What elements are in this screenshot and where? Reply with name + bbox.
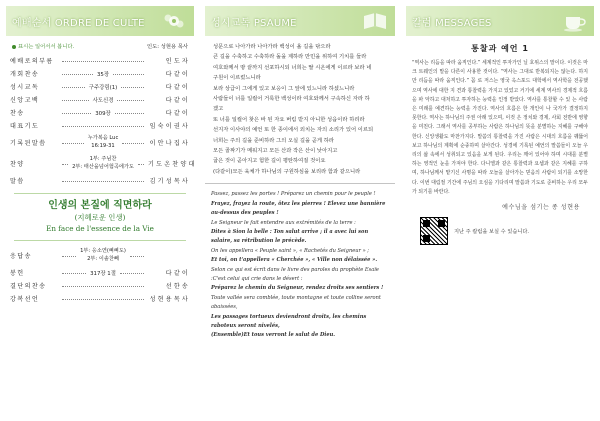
order-item-leader: 임숙이권사 — [149, 123, 190, 130]
order-item-leader: 선한송 — [165, 283, 190, 290]
sermon-title-box — [14, 193, 186, 241]
order-item-label: 봉헌 — [10, 270, 25, 277]
order-item-leader: 다같이 — [165, 270, 191, 277]
order-row — [6, 279, 194, 292]
order-item-detail: 1부: 응소연(삐삐도) 2부: 이솔찬빼 — [80, 248, 126, 262]
order-row — [6, 174, 194, 187]
psalm-header-title: 성시교독 PSAUME — [211, 18, 297, 29]
dotted-leader — [62, 99, 89, 101]
dotted-leader — [121, 86, 144, 88]
psalm-line: 사람들이 너를 일컬어 거룩한 백성이라 여호와께서 구속하신 자라 하 — [213, 96, 370, 103]
message-header-title: 칼럼 MESSAGES — [412, 18, 492, 29]
dotted-leader — [62, 112, 91, 114]
order-header-title: 예배순서 ORDRE DE CULTE — [12, 18, 145, 29]
order-item-label: 개회찬송 — [10, 71, 40, 78]
standing-note: 표시는 일어서서 봅니다. — [12, 42, 74, 50]
psalm-line: 또 너를 일컬어 찾은 바 된 자요 버림 받지 아니한 성읍이라 하리라 — [213, 116, 365, 123]
sermon-title: 인생의 본질에 직면하라 — [48, 200, 152, 211]
order-item-leader: 다같이 — [165, 71, 191, 78]
message-body: “역사는 리듬을 따라 움직인다.” 세계적인 투자가인 닐 호위스의 말이다. 이것은 마크 트웨인의 말을 다른이 사용한 것이다. “역사는 그대로 반복되지는 않는다. 하지만 리듬을 따라 움직인다.” 꼼 로 저스는 영국 옥스포드 대학에서 역사학을 전공했으며 역사에 대한 지 견과 통찰력을 가지고 있었고 거기에 세계 역사의 경제적 흐름을 파 악하고 대처하고 투자하는 능력을 인정 받았다. 역사를 통찰할 수 있 는 사람은 미래를 예견하는 능력을 가진다. 역사의 흐름은 한 개인이 나 국가가 결정하지 못한다. 역사는 하나님의 주권 아래 있으며, 이것 은 정치와 경제, 사회 전반에 영향을 미친다. 그래서 역사를 공부하는 사람은 하나님의 뜻을 분별하는 지혜를 구해야 한다. 신앙생활도 마찬가지다. 말씀의 통찰력을 가진 사람은 시대의 흐름을 꿰뚫어 보고 하나님의 계획에 순종하며 살아간다. 성경에 기록된 예언의 말씀들이 오늘 우리의 삶 속에서 성취되고 있음을 보게 된다. 우리는 깨어 있어야 하며 시대를 분별하는 영적인 눈을 가져야 한다. 다니엘과 같은 통찰력과 요셉과 같은 지혜를 구하며, 하나님께서 맡기신 사명을 따라 오늘을 살아가는 믿음의 사람이 되기를 소망한다. 이번 대림절 기간에 주님의 오심을 기다리며 말씀과 기도로 준비하는 우리 모두가 되기를 바란다. — [412, 60, 588, 195]
order-item-label: 말씀 — [10, 178, 25, 185]
dotted-leader — [120, 272, 144, 274]
order-item-label: 강복선언 — [10, 296, 40, 303]
order-item-label: 응답송 — [10, 253, 32, 260]
order-item-label: 찬양 — [10, 161, 25, 168]
order-row — [6, 93, 194, 106]
bullet-icon — [12, 45, 16, 49]
message-signature: 예수님을 섬기는 종 성현용 — [502, 204, 580, 212]
message-header — [406, 6, 594, 36]
psalm-french-line: (Ensemble)Et tous verront le salut de Dieu. — [211, 332, 336, 339]
dotted-leader — [115, 112, 144, 114]
psalm-korean-text — [205, 36, 395, 177]
order-item-leader: 다같이 — [165, 97, 190, 104]
dotted-leader — [62, 86, 85, 88]
dotted-leader — [62, 255, 76, 257]
order-row — [6, 67, 194, 80]
psalm-french-line: On les appellera « Peuple saint », « Rachetés du Seigneur » ; — [211, 247, 370, 254]
psalm-line: 큰 길을 수축하고 수축하라 돌을 제하라 만민을 위하여 기치를 들라 — [213, 54, 367, 61]
psalm-line: (다같이)모든 육체가 하나님의 구원하심을 보리라 함과 같으니라 — [213, 168, 361, 175]
order-item-label: 결단의찬송 — [10, 283, 47, 290]
order-item-leader: 다같이 — [165, 84, 190, 91]
order-header — [6, 6, 194, 36]
psalm-french-line: Le Seigneur le fait entendre aux extrémités de la terre : — [211, 219, 356, 226]
psalm-french-line: Les passages tortueux deviendront droits, les chemins raboteux seront nivelés, — [211, 313, 367, 329]
psalm-line: 선지자 이사야의 예언 또 한 종이에서 외치는 자의 소리가 있어 이르되 — [213, 127, 374, 134]
order-item-detail: 1부: 주님찬 2부: 태산을넘어험곡에가도 — [72, 156, 134, 170]
message-title: 통찰과 예언 1 — [471, 44, 529, 53]
psalm-line: 성문으로 나아가라 나아가라 백성이 올 길을 닦으라 — [213, 44, 331, 50]
dotted-leader — [122, 142, 144, 144]
order-item-detail: 사도신경 — [92, 97, 114, 104]
psalm-french-line: Préparez le chemin du Seigneur, rendez droits ses sentiers ! — [211, 285, 384, 292]
sermon-subtitle: (지혜로운 인생) — [74, 213, 126, 222]
dotted-leader — [138, 163, 144, 165]
order-item-leader: 인도자 — [165, 58, 190, 65]
psalm-french-line: Dites à Sion la belle : Ton salut arrive ; il a avec lui son salaire, sa rétribution le précède. — [211, 228, 369, 245]
psalm-column — [205, 6, 395, 415]
dotted-leader — [62, 272, 86, 274]
dotted-leader — [62, 73, 93, 75]
psalm-french-line: Toute vallée sera comblée, toute montagne et toute colline seront abaissées, — [211, 294, 381, 311]
order-item-label: 기록된말씀 — [10, 140, 47, 147]
order-item-leader: 다같이 — [165, 110, 190, 117]
psalm-line: 보라 상급이 그에게 있고 보응이 그 앞에 있느니라 하셨느니라 — [213, 85, 355, 92]
sermon-title-french: En face de l'essence de la Vie — [46, 224, 154, 233]
order-row — [6, 54, 194, 67]
qr-caption: 지난 주 칼럼을 보실 수 있습니다. — [454, 228, 530, 235]
order-item-leader: 이안나집사 — [149, 140, 191, 147]
order-row — [6, 153, 197, 174]
order-item-label: 예배로의부름 — [10, 58, 54, 65]
order-row — [6, 245, 194, 266]
order-item-leader: 성현용목사 — [149, 296, 190, 303]
order-row — [6, 106, 194, 119]
order-list-after-sermon — [6, 245, 194, 305]
psalm-french-line: Et toi, on t'appellera « Cherchée », « Ville non délaissée ». — [211, 257, 378, 264]
order-row — [6, 80, 194, 93]
order-row — [6, 292, 194, 305]
order-item-detail: 구주강림(1) — [88, 84, 118, 91]
psalm-line: 여호와께서 땅 끝까지 선포하시되 너희는 딸 시온에게 이르라 보라 네 — [213, 64, 372, 71]
book-icon — [361, 9, 389, 33]
qr-code-icon[interactable] — [420, 217, 448, 245]
dotted-leader — [113, 73, 144, 75]
order-of-service-column — [6, 6, 197, 415]
order-subheader — [12, 42, 188, 50]
psalm-french-line: Selon ce qui est écrit dans le livre des paroles du prophète Esaïe :C'est celui qui crie dans le désert : — [211, 266, 379, 282]
dotted-leader — [130, 255, 144, 257]
leader-label: 인도: 성현용 목사 — [147, 44, 188, 50]
order-item-detail: 누가복음 Luc 16:19-31 — [87, 135, 119, 149]
coffee-cup-icon — [560, 9, 588, 33]
dotted-leader — [62, 285, 144, 287]
order-row — [6, 266, 194, 279]
order-item-label: 신앙고백 — [10, 97, 40, 104]
flower-icon — [160, 9, 188, 33]
psalm-french-line: Passez, passez les portes ! Préparez un chemin pour le peuple ! — [211, 191, 376, 198]
psalm-line: 겠고 — [213, 106, 224, 113]
qr-section — [420, 217, 594, 245]
order-item-label: 대표기도 — [10, 123, 40, 130]
dotted-leader — [117, 99, 144, 101]
order-item-detail: 317장 1절 — [90, 270, 116, 277]
dotted-leader — [62, 60, 144, 62]
order-item-leader: 김기성목사 — [149, 178, 190, 185]
psalm-line: 모든 골짜기가 메워지고 모든 산과 작은 산이 낮아지고 — [213, 148, 338, 155]
order-item-label: 성시교독 — [10, 84, 40, 91]
psalm-french-line: Frayez, frayez la route, ôtez les pierres ! Elevez une bannière au-dessus des peuples ! — [211, 200, 386, 217]
order-row — [6, 132, 194, 153]
order-item-leader: 기도온찬양대 — [148, 161, 197, 168]
dotted-leader — [62, 142, 84, 144]
order-item-detail: 309장 — [95, 110, 111, 117]
order-item-label: 찬송 — [10, 110, 25, 117]
order-item-detail: 35장 — [96, 71, 110, 78]
message-column — [406, 6, 594, 415]
order-list — [6, 54, 197, 187]
psalm-line: 구원이 이르렀느니라 — [213, 75, 261, 82]
psalm-line: 굽은 것이 곧아지고 험한 길이 평탄하여질 것이요 — [213, 158, 326, 165]
dotted-leader — [62, 180, 144, 182]
psalm-header — [205, 6, 395, 36]
order-row — [6, 119, 194, 132]
psalm-line: 너희는 주의 길을 준비하라 그의 오실 길을 곧게 하라 — [213, 137, 334, 144]
psalm-french-text — [205, 183, 395, 341]
dotted-leader — [62, 163, 68, 165]
dotted-leader — [62, 298, 144, 300]
dotted-leader — [62, 125, 144, 127]
